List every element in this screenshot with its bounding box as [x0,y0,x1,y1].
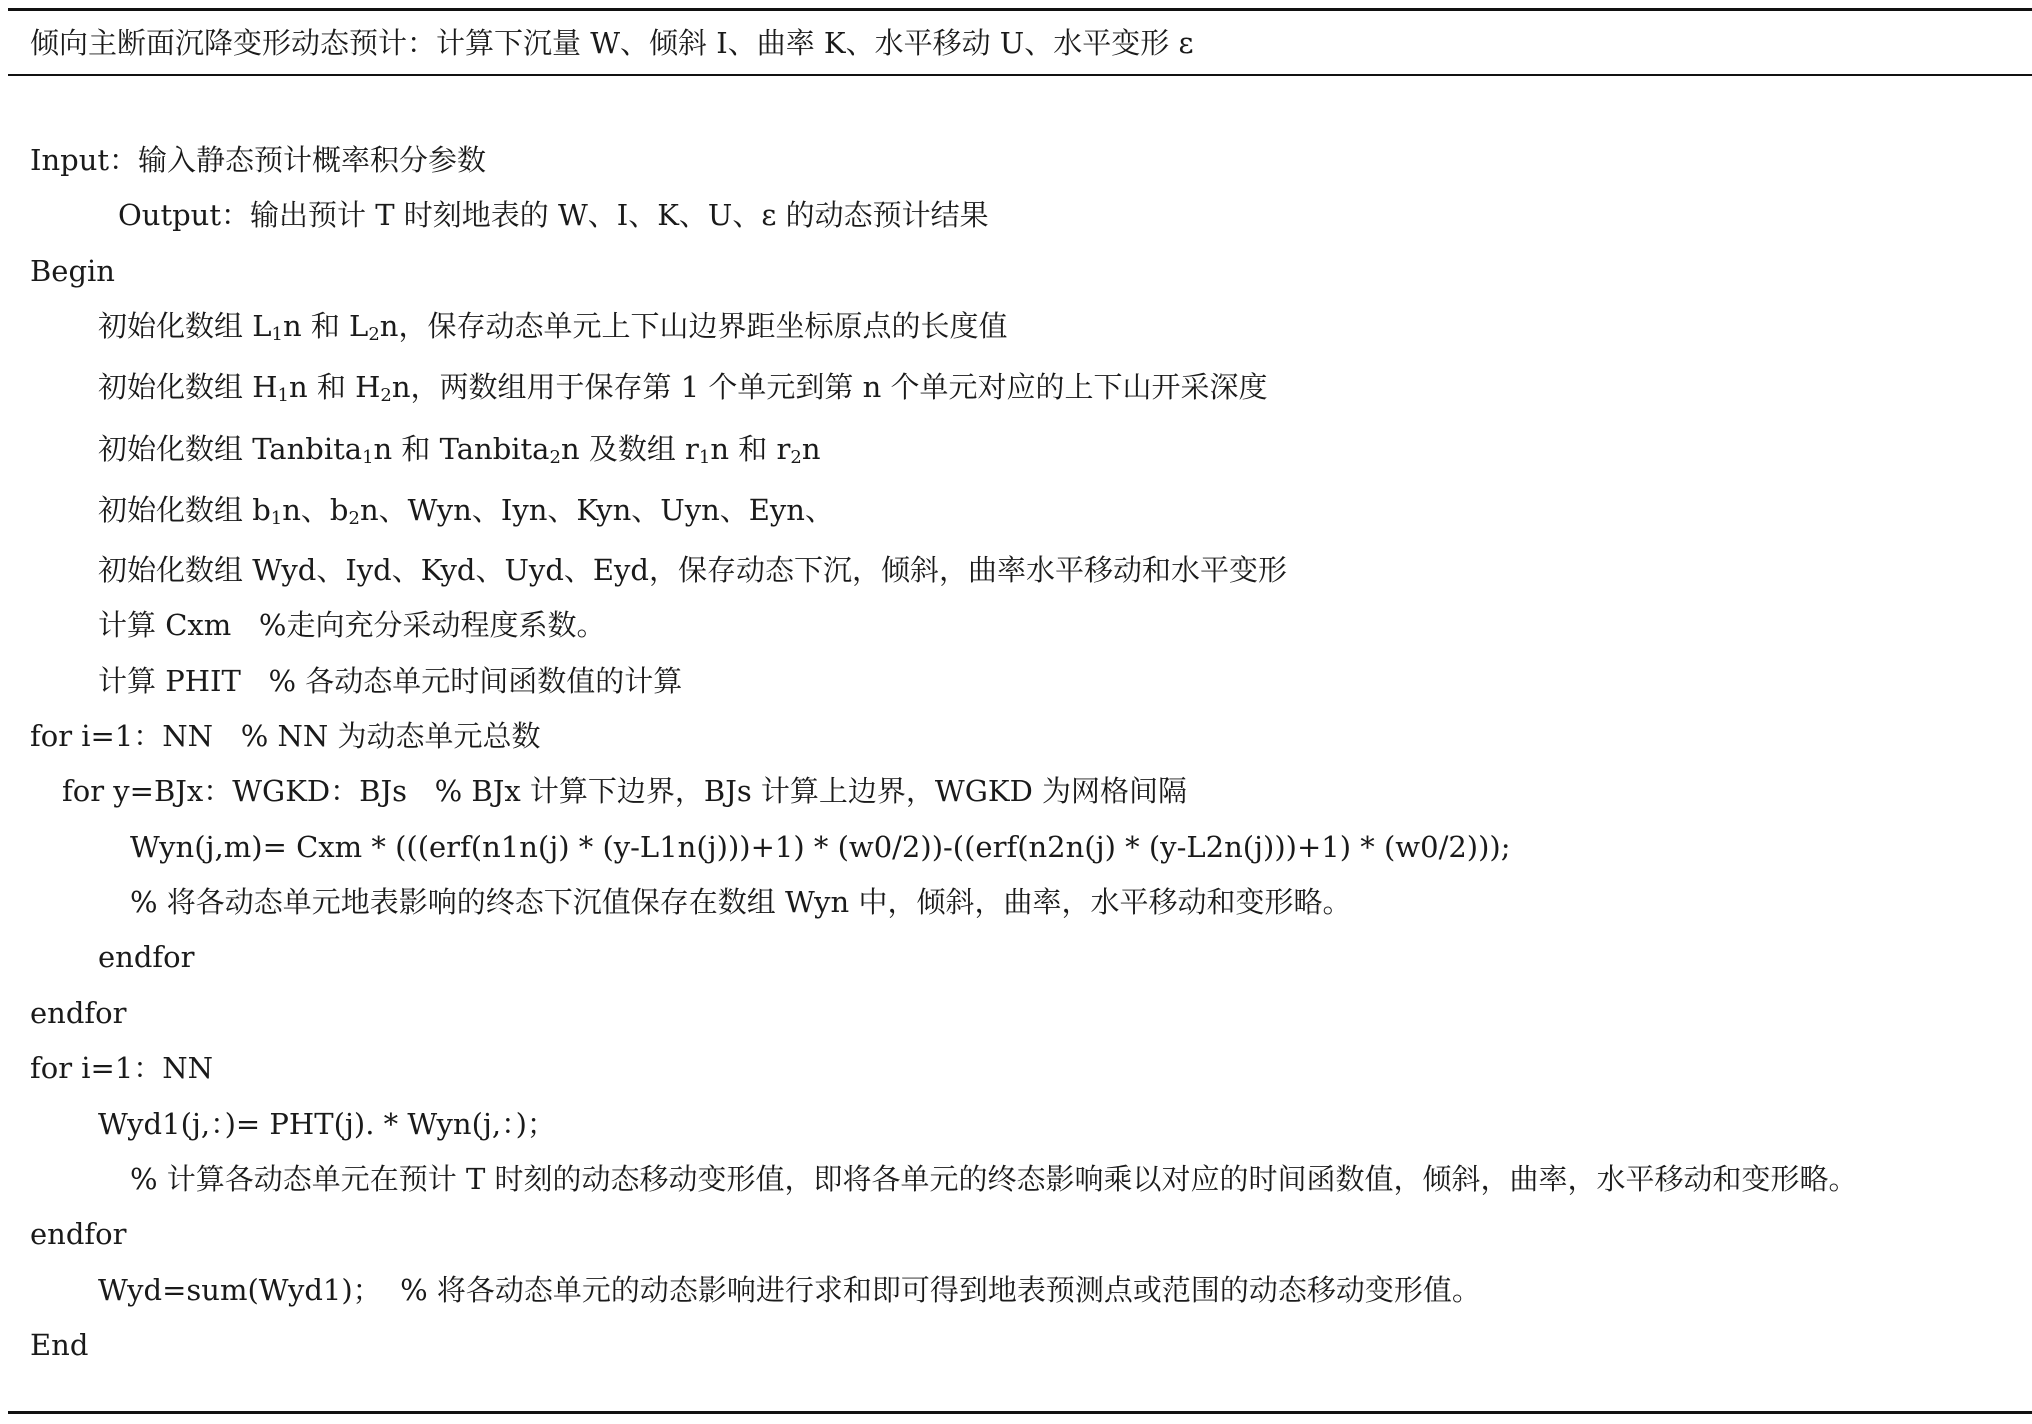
for-loop-second: for i=1：NN [30,1051,214,1085]
input-line: Input：输入静态预计概率积分参数 [30,143,487,177]
init-wyd-arrays: 初始化数组 Wyd、Iyd、Kyd、Uyd、Eyd，保存动态下沉，倾斜，曲率水平移动和水平变形 [98,553,1288,587]
compute-cxm: 计算 Cxm %走向充分采动程度系数。 [98,608,606,642]
init-b-arrays: 初始化数组 $b_1n$、$b_2n$、Wyn、Iyn、Kyn、Uyn、Eyn、 [98,493,834,529]
subscript-index: 1 [271,324,283,345]
compute-phit: 计算 PHIT % 各动态单元时间函数值的计算 [98,664,683,698]
table-bottom-rule [8,1411,2032,1414]
wyd-sum-line: Wyd=sum(Wyd1)； % 将各动态单元的动态影响进行求和即可得到地表预测点或范围的动态移动变形值。 [98,1273,1481,1307]
init-h-arrays: 初始化数组 $H_1n$ 和 $H_2n$，两数组用于保存第 1 个单元到第 n 个单元对应的上下山开采深度 [98,370,1268,406]
init-tanbita-arrays: 初始化数组 Tanbita$_1$n 和 Tanbita$_2$n 及数组 $r_1n$ 和 $r_2n$ [98,432,821,468]
end-keyword: End [30,1328,89,1362]
wyd1-comment: % 计算各动态单元在预计 T 时刻的动态移动变形值，即将各单元的终态影响乘以对应的时间函数值，倾斜，曲率，水平移动和变形略。 [130,1162,1858,1196]
endfor-inner: endfor [98,940,195,974]
subscript-index: 1 [277,385,289,406]
subscript-index: 2 [380,385,392,406]
for-loop-inner: for y=BJx：WGKD：BJs % BJx 计算下边界，BJs 计算上边界，WGKD 为网格间隔 [62,774,1188,808]
subscript-index: 1 [362,447,374,468]
subscript-index: 2 [368,324,380,345]
wyn-formula: Wyn(j,m)= Cxm * (((erf(n1n(j) * (y-L1n(j)))+1) * (w0/2))-((erf(n2n(j) * (y-L2n(j)))+1) * (w0/2))); [130,830,1511,864]
endfor-outer: endfor [30,996,127,1030]
subscript-index: 2 [549,447,561,468]
init-l-arrays: 初始化数组 $L_1n$ 和 $L_2n$，保存动态单元上下山边界距坐标原点的长度值 [98,309,1008,345]
output-line: Output：输出预计 T 时刻地表的 W、I、K、U、ε 的动态预计结果 [118,198,989,232]
subscript-index: 2 [348,508,360,529]
endfor-second: endfor [30,1217,127,1251]
for-loop-outer: for i=1：NN % NN 为动态单元总数 [30,719,541,753]
algorithm-caption: 倾向主断面沉降变形动态预计：计算下沉量 W、倾斜 I、曲率 K、水平移动 U、水平变形 ε [30,26,1194,60]
wyd1-formula: Wyd1(j,：)= PHT(j). * Wyn(j,：)； [98,1107,556,1141]
subscript-index: 2 [790,447,802,468]
begin-keyword: Begin [30,254,115,288]
subscript-index: 1 [270,508,283,529]
subscript-index: 1 [698,447,711,468]
wyn-comment: % 将各动态单元地表影响的终态下沉值保存在数组 Wyn 中，倾斜，曲率，水平移动和变形略。 [130,885,1352,919]
